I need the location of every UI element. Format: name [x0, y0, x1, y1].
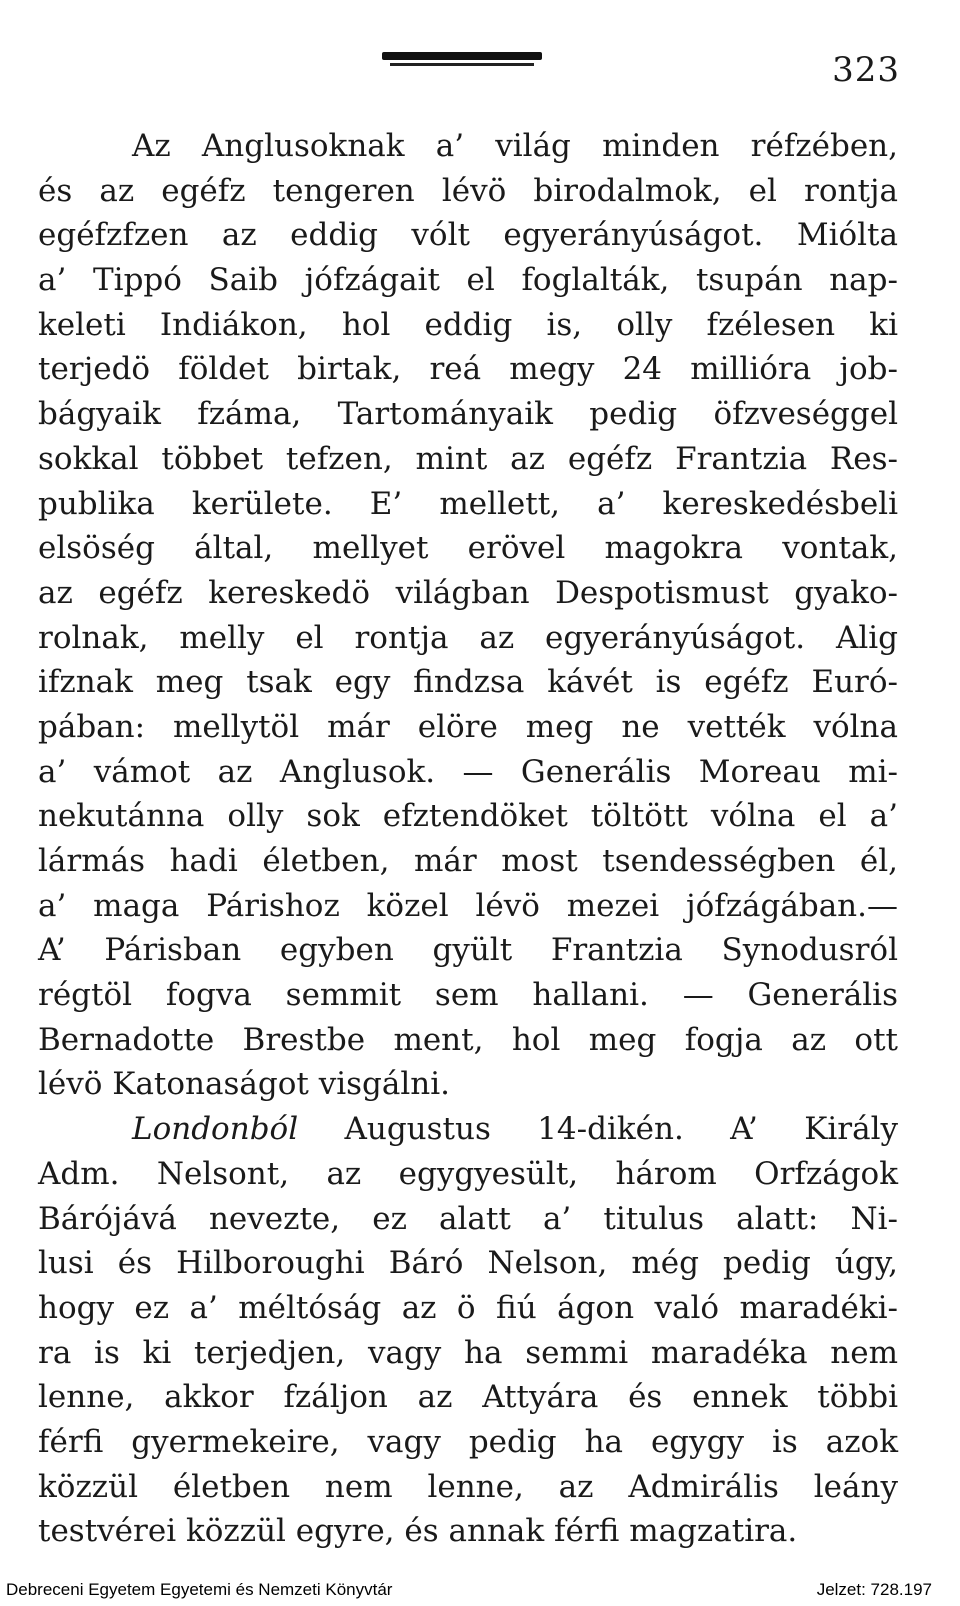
text-line: lévö Katonaságot visgálni. — [38, 1066, 451, 1103]
page-number: 323 — [832, 50, 900, 90]
text-line: bágyaik fzáma, Tartományaik pedig öfzveséggel — [38, 396, 898, 433]
dateline-place: Londonból — [132, 1111, 299, 1148]
text-line: ra is ki terjedjen, vagy ha semmi maradéka nem — [38, 1334, 898, 1371]
text-line: Bárójává nevezte, ez alatt a’ titulus alatt: Ni- — [38, 1200, 898, 1237]
text-line: nekutánna olly sok efztendöket töltött vólna el a’ — [38, 798, 898, 835]
page-text — [38, 124, 898, 1554]
text-line: elsöség által, mellyet erövel magokra vontak, — [38, 530, 898, 567]
text-line: publika kerülete. E’ mellett, a’ kereskedésbeli — [38, 485, 898, 522]
dateline — [38, 1107, 898, 1152]
text-line: és az egéfz tengeren lévö birodalmok, el rontja — [38, 172, 898, 209]
text-line: egéfzfzen az eddig vólt egyerányúságot. Miólta — [38, 217, 898, 254]
text-line: a’ Tippó Saib jófzágait el foglalták, tsupán nap- — [38, 262, 898, 299]
text-line: ifznak meg tsak egy findzsa kávét is egéfz Euró- — [38, 664, 898, 701]
text-line: sokkal többet tefzen, mint az egéfz Frantzia Res- — [38, 440, 898, 477]
text-line: pában: mellytöl már elöre meg ne vették vólna — [38, 708, 898, 745]
text-line: Az Anglusoknak a’ világ minden réfzében, — [132, 128, 898, 164]
text-line: Bernadotte Brestbe ment, hol meg fogja az ott — [38, 1021, 898, 1058]
dateline-date: Augustus 14-dikén. A’ Király — [344, 1111, 898, 1148]
text-line: terjedö földet birtak, reá megy 24 millióra job- — [38, 351, 898, 388]
footer — [0, 1576, 960, 1606]
text-line: lármás hadi életben, már most tsendességben él, — [38, 843, 898, 879]
footer-library: Debreceni Egyetem Egyetemi és Nemzeti Könyvtár — [6, 1580, 393, 1599]
text-line: a’ maga Párishoz közel lévö mezei jófzágában.— — [38, 887, 898, 924]
text-line: férfi gyermekeire, vagy pedig ha egygy is azok — [38, 1423, 898, 1460]
text-line: A’ Párisban egyben gyült Frantzia Synodusról — [38, 932, 898, 969]
text-line: az egéfz kereskedö világban Despotismust gyako- — [38, 574, 898, 611]
text-line: a’ vámot az Anglusok. — Generális Moreau mi- — [38, 753, 898, 790]
text-line: régtöl fogva semmit sem hallani. — Generális — [38, 977, 898, 1014]
header-ornament-rule — [382, 52, 542, 60]
text-line: Adm. Nelsont, az egygyesült, három Orfzágok — [38, 1155, 898, 1192]
text-line: közzül életben nem lenne, az Admirális leány — [38, 1468, 898, 1505]
text-line: testvérei közzül egyre, és annak férfi magzatira. — [38, 1513, 798, 1550]
text-line: lenne, akkor fzáljon az Attyára és ennek többi — [38, 1379, 898, 1416]
text-line: hogy ez a’ méltóság az ö fiú ágon való maradéki- — [38, 1289, 898, 1326]
footer-shelfmark: Jelzet: 728.197 — [816, 1580, 932, 1599]
text-line: lusi és Hilboroughi Báró Nelson, még pedig úgy, — [38, 1245, 898, 1282]
text-line: keleti Indiákon, hol eddig is, olly fzélesen ki — [38, 306, 898, 343]
text-line: rolnak, melly el rontja az egyerányúságot. Alig — [38, 619, 898, 656]
